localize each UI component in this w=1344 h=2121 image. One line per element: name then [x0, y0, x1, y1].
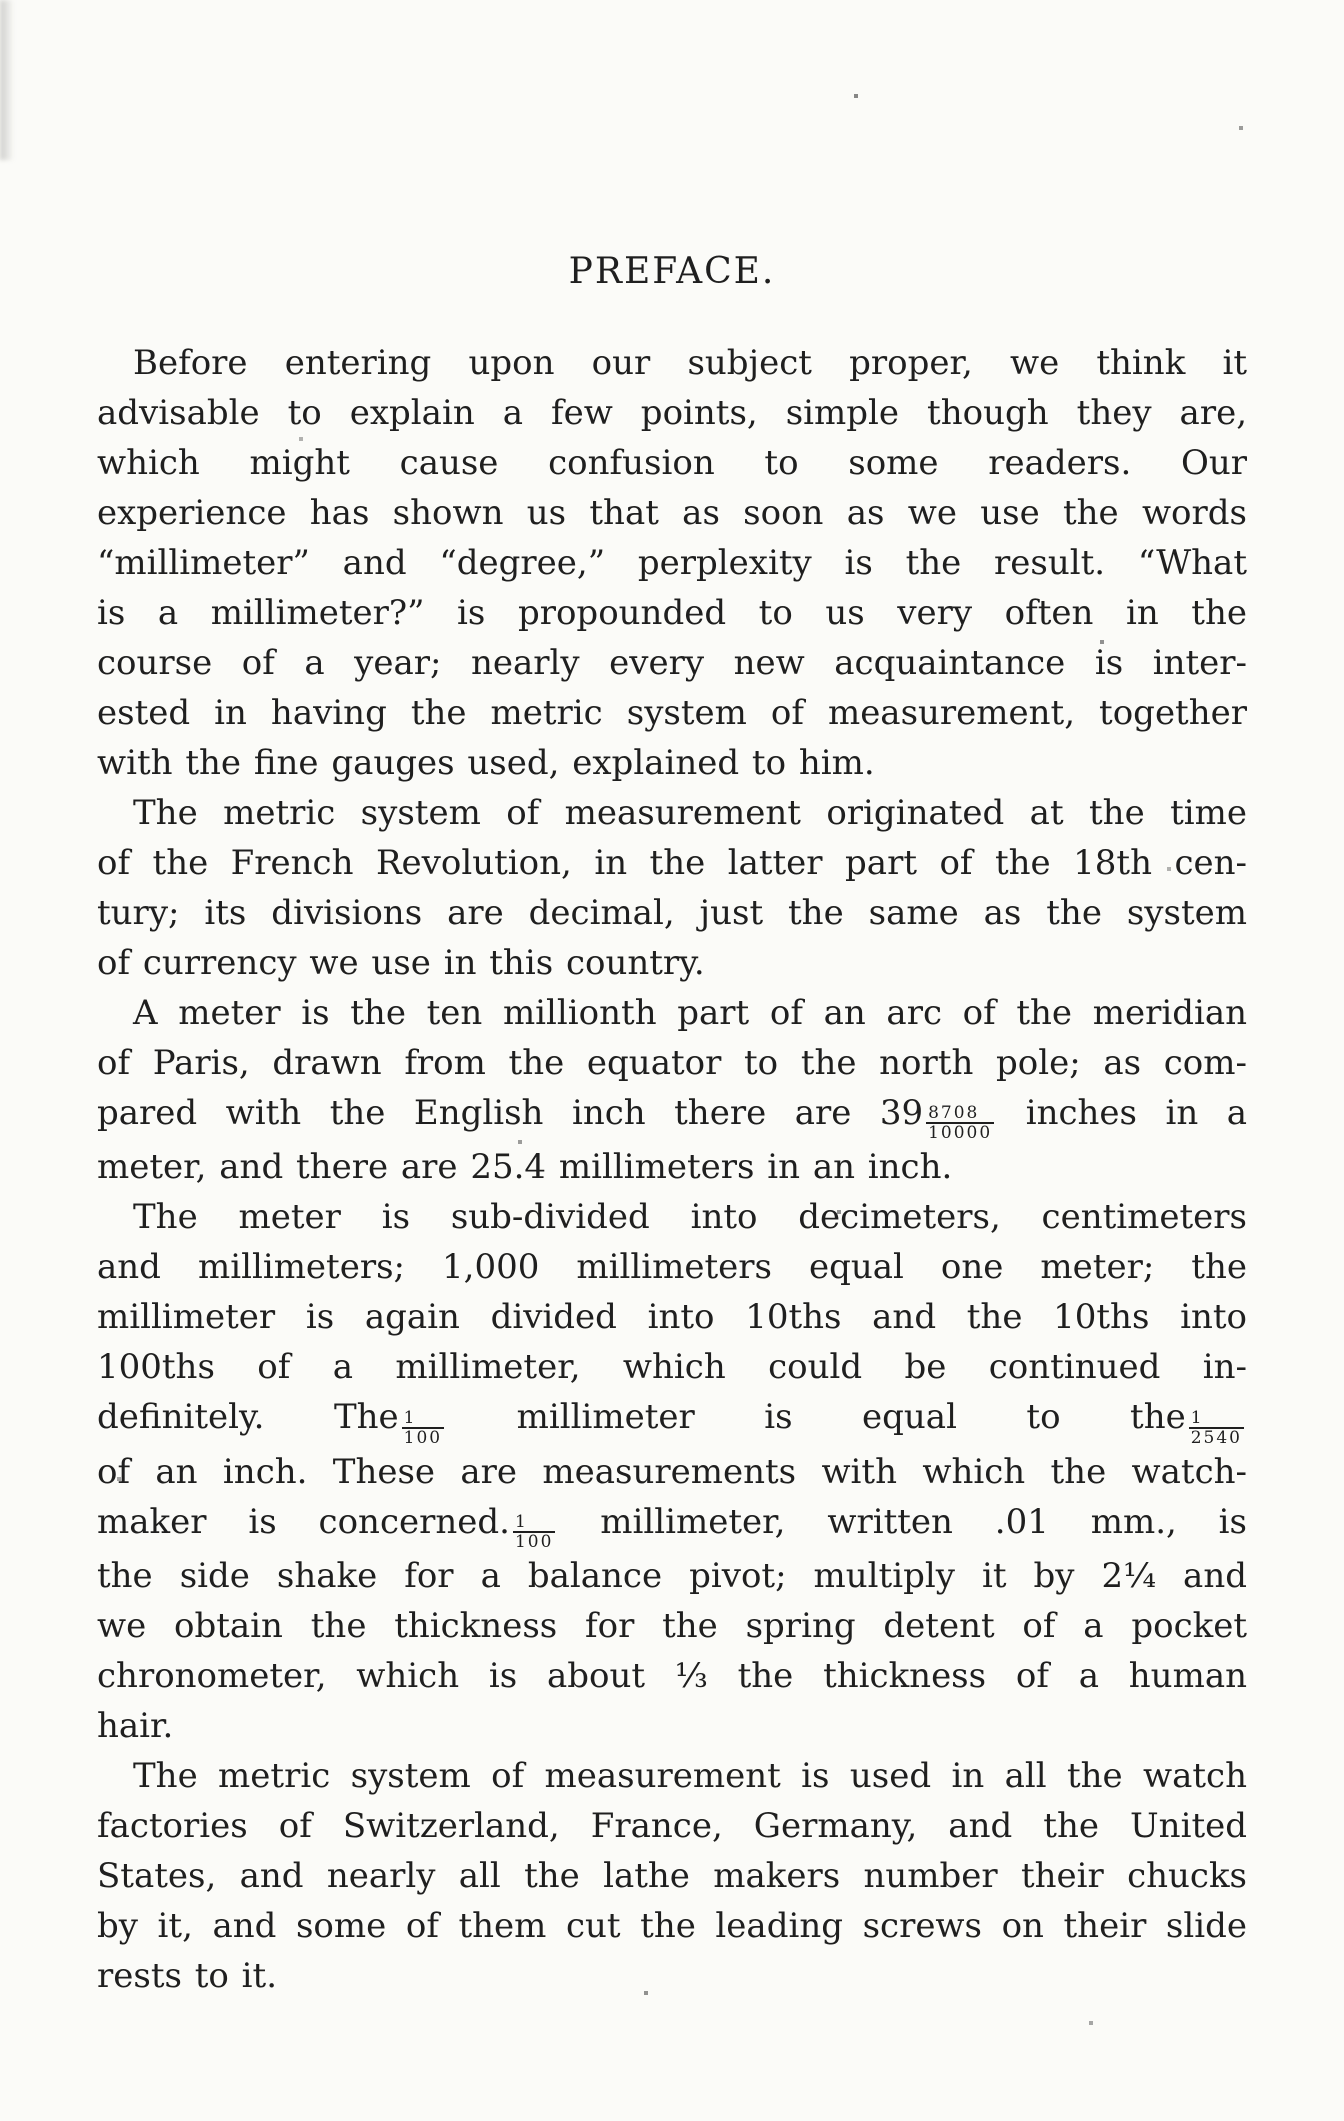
fraction: $\frac{1}{100}$	[403, 1407, 443, 1448]
text-line: we obtain the thickness for the spring detent of a pocket	[97, 1605, 1247, 1646]
text-line: with the fine gauges used, explained to him.	[97, 743, 875, 783]
text-line: the side shake for a balance pivot; multiply it by 2¼ and	[97, 1555, 1247, 1596]
text-line: “millimeter” and “degree,” perplexity is the result. “What	[97, 543, 1247, 583]
text-line: maker is concerned. $\frac{1}{100}$ millimeter, written .01 mm., is	[97, 1501, 1247, 1552]
fraction: $\frac{1}{2540}$	[1190, 1407, 1242, 1448]
text-line: definitely. The $\frac{1}{100}$ millimeter is equal to the $\frac{1}{2540}$	[97, 1397, 1242, 1448]
text-line: Before entering upon our subject proper, we think it	[133, 343, 1247, 383]
text-line: ested in having the metric system of measurement, together	[97, 693, 1247, 733]
text-line: of Paris, drawn from the equator to the north pole; as com-	[97, 1043, 1247, 1083]
text-line: A meter is the ten millionth part of an arc of the meridian	[133, 993, 1247, 1033]
text-line: of an inch. These are measurements with which the watch-	[97, 1451, 1247, 1492]
text-line: and millimeters; 1,000 millimeters equal one meter; the	[97, 1247, 1247, 1288]
paragraph	[97, 1751, 1247, 2001]
paragraph	[97, 788, 1247, 988]
scan-noise	[0, 0, 2, 2]
text-line: The meter is sub-divided into decimeters, centimeters	[133, 1197, 1247, 1238]
text-line: rests to it.	[97, 1955, 278, 1996]
paragraph	[97, 338, 1247, 788]
text-line: of currency we use in this country.	[97, 943, 705, 983]
text-line: chronometer, which is about ⅓ the thickness of a human	[97, 1655, 1247, 1696]
paragraph	[97, 988, 1247, 1192]
text-line: meter, and there are 25.4 millimeters in an inch.	[97, 1147, 953, 1188]
text-line: experience has shown us that as soon as we use the words	[97, 493, 1247, 533]
text-line: States, and nearly all the lathe makers number their chucks	[97, 1855, 1247, 1896]
page-body	[97, 338, 1247, 2001]
text-line: is a millimeter?” is propounded to us very often in the	[97, 593, 1247, 633]
text-line: advisable to explain a few points, simple though they are,	[97, 393, 1247, 433]
text-line: of the French Revolution, in the latter part of the 18th cen-	[97, 843, 1247, 883]
text-line: which might cause confusion to some readers. Our	[97, 443, 1247, 483]
text-line: 100ths of a millimeter, which could be continued in-	[97, 1347, 1247, 1388]
text-line: tury; its divisions are decimal, just the same as the system	[97, 893, 1247, 933]
text-line: factories of Switzerland, France, Germany, and the United	[97, 1805, 1247, 1846]
fraction: $\frac{1}{100}$	[514, 1511, 554, 1552]
page-title: PREFACE.	[568, 251, 776, 292]
text-line: by it, and some of them cut the leading screws on their slide	[97, 1905, 1247, 1946]
text-line: pared with the English inch there are 39 $\frac{8708}{10000}$ inches in a	[97, 1093, 1248, 1144]
text-line: hair.	[97, 1705, 174, 1746]
text-line: The metric system of measurement originated at the time	[133, 793, 1247, 833]
scan-edge-artifact	[0, 0, 14, 160]
text-line: course of a year; nearly every new acquaintance is inter-	[97, 643, 1247, 683]
fraction: $\frac{8708}{10000}$	[928, 1103, 993, 1144]
text-line: The metric system of measurement is used in all the watch	[133, 1755, 1247, 1796]
text-line: millimeter is again divided into 10ths and the 10ths into	[97, 1297, 1247, 1338]
paragraph	[97, 1192, 1247, 1751]
